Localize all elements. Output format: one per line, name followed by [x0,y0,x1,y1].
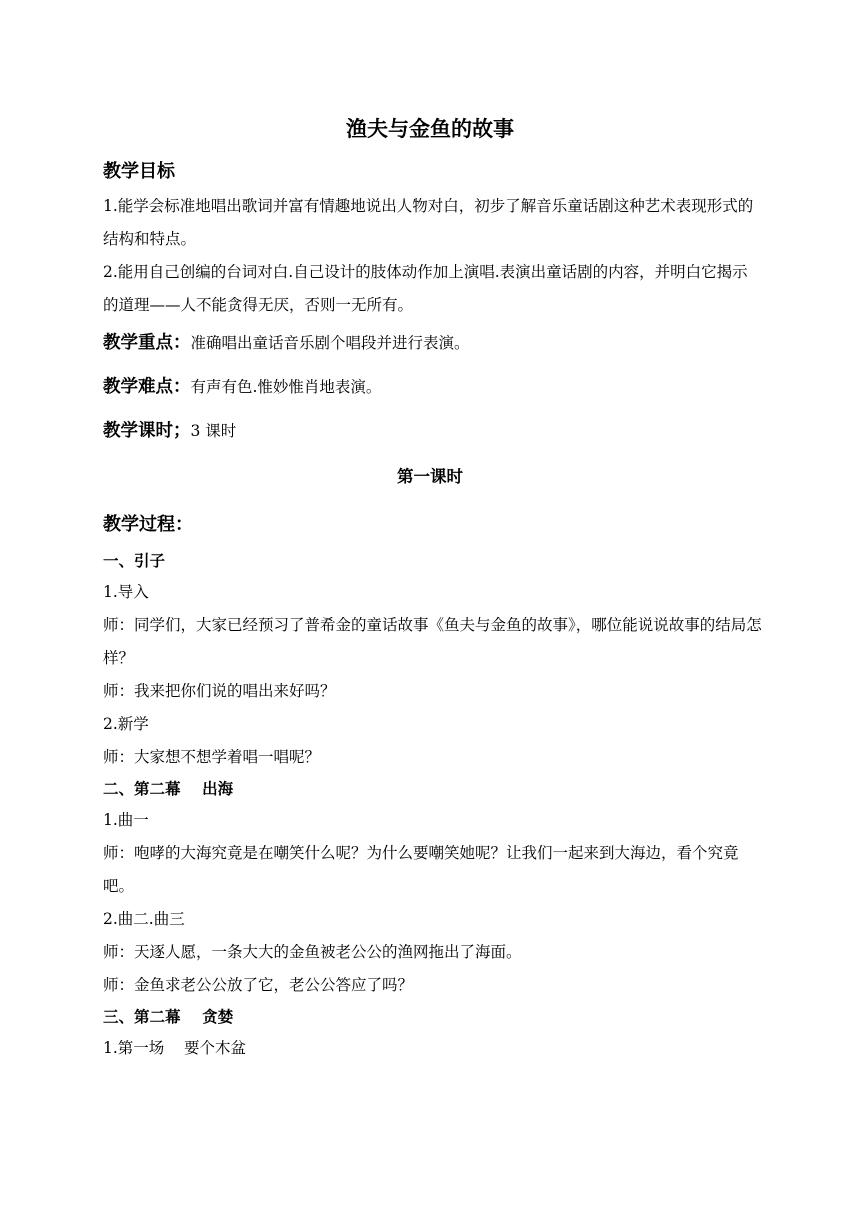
difficulties [103,372,763,402]
section2-heading [103,774,763,804]
class-hours-text: 3 课时 [190,422,237,440]
section2-line-4: 师：天逐人愿，一条大大的金鱼被老公公的渔网拖出了海面。 [103,943,522,961]
key-points-label: 教学重点： [103,333,191,353]
section2-line-2: 师：咆哮的大海究竟是在嘲笑什么呢？为什么要嘲笑她呢？让我们一起来到大海边，看个究竟吧。 [103,844,739,895]
document-title: 渔夫与金鱼的故事 [346,117,514,141]
section3-heading-title: 贪婪 [202,1008,234,1026]
goals-heading: 教学目标 [103,161,175,182]
section3-line-1 [103,1032,763,1065]
goal-item-1: 1.能学会标准地唱出歌词并富有情趣地说出人物对白，初步了解音乐童话剧这种艺术表现形式的结构和特点。 [103,197,754,248]
section2-heading-title: 出海 [202,780,234,798]
key-points [103,328,763,358]
lesson-heading: 第一课时 [397,467,463,486]
section3-heading-number: 三、第二幕 [103,1008,181,1026]
difficulties-text: 有声有色.惟妙惟肖地表演。 [190,378,382,396]
section1-line-2: 师：同学们，大家已经预习了普希金的童话故事《鱼夫与金鱼的故事》，哪位能说说故事的结局怎样？ [103,616,762,667]
section2-line-3: 2.曲二.曲三 [103,910,185,928]
section1-line-3: 师：我来把你们说的唱出来好吗？ [103,682,336,700]
section3-heading [103,1002,763,1032]
document-body [103,153,763,1065]
section1-line-5: 师：大家想不想学着唱一唱呢？ [103,748,321,766]
section2-line-5: 师：金鱼求老公公放了它，老公公答应了吗？ [103,976,414,994]
key-points-text: 准确唱出童话音乐剧个唱段并进行表演。 [190,334,470,352]
section2-line-1: 1.曲一 [103,811,149,829]
section3-line-1-text: 要个木盆 [184,1039,247,1057]
class-hours-label: 教学课时； [103,421,191,441]
section1-line-4: 2.新学 [103,715,149,733]
goal-item-2: 2.能用自己创编的台词对白.自己设计的肢体动作加上演唱.表演出童话剧的内容，并明白它揭示的道理——人不能贪得无厌，否则一无所有。 [103,263,748,314]
section1-line-1: 1.导入 [103,583,149,601]
difficulties-label: 教学难点： [103,377,191,397]
section3-line-1-number: 1.第一场 [103,1039,165,1057]
section2-heading-number: 二、第二幕 [103,780,181,798]
class-hours [103,416,763,446]
section1-heading: 一、引子 [103,552,166,570]
process-heading: 教学过程： [103,514,193,535]
